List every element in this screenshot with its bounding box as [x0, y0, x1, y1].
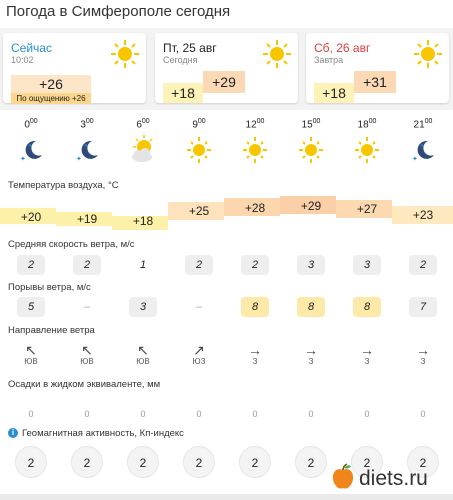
gust-value: 8 [241, 297, 269, 317]
temp-value: +20 [20, 210, 42, 224]
card-today-sub: Сегодня [163, 55, 198, 65]
hour-col: $6^{00}$ [136, 118, 150, 131]
wind-value: 2 [17, 255, 45, 275]
wind-value: 2 [241, 255, 269, 275]
kp-index: 2 [183, 446, 215, 478]
today-max-temp: +29 [203, 71, 245, 93]
precip-value: 0 [84, 409, 90, 419]
temp-value: +29 [300, 199, 322, 213]
sun-icon [342, 135, 392, 165]
tomorrow-min-temp: +18 [314, 83, 354, 103]
hour-col: $12^{00}$ [245, 118, 265, 131]
sun-icon [262, 39, 292, 74]
gust-value: 7 [409, 297, 437, 317]
wind-direction: → З [291, 343, 331, 366]
wind-value: 2 [73, 255, 101, 275]
wind-direction: → З [347, 343, 387, 366]
bottom-bar [0, 494, 453, 500]
svg-text:✦: ✦ [20, 155, 26, 163]
moon-stars-icon [398, 135, 448, 165]
wind-value: 1 [139, 259, 147, 271]
wind-value: 3 [297, 255, 325, 275]
watermark-logo [331, 463, 453, 495]
hour-col: $15^{00}$ [301, 118, 321, 131]
sun-icon [413, 39, 443, 74]
kp-index: 2 [351, 446, 383, 478]
kp-index: 2 [127, 446, 159, 478]
card-tomorrow-title: Сб, 26 авг [314, 41, 371, 55]
precip-value: 0 [28, 409, 34, 419]
wind-value: 2 [185, 255, 213, 275]
temperature-band [0, 196, 453, 236]
sun-cloud-icon [118, 135, 168, 165]
feels-like: По ощущению +26 [11, 93, 91, 104]
moon-stars-icon [62, 135, 112, 165]
precip-value: 0 [196, 409, 202, 419]
sun-icon [174, 135, 224, 165]
card-tomorrow-sub: Завтра [314, 55, 344, 65]
svg-text:✦: ✦ [420, 143, 425, 149]
precip-value: 0 [420, 409, 426, 419]
kp-index: 2 [15, 446, 47, 478]
sun-icon [110, 39, 140, 74]
precip-value: 0 [308, 409, 314, 419]
geo-section-label: Геомагнитная активность, Кп-индекс [22, 428, 184, 439]
gust-value: 8 [353, 297, 381, 317]
svg-text:✦: ✦ [84, 143, 89, 149]
arrow-icon: → [248, 342, 262, 358]
arrow-icon: ↖ [81, 342, 93, 358]
kp-index: 2 [71, 446, 103, 478]
gust-value: 3 [129, 297, 157, 317]
precip-value: 0 [252, 409, 258, 419]
precip-value: 0 [140, 409, 146, 419]
gust-value: 8 [297, 297, 325, 317]
gusts-section-label: Порывы ветра, м/с [8, 282, 91, 293]
kp-index: 2 [407, 446, 439, 478]
page-title: Погода в Симферополе сегодня [6, 3, 231, 20]
arrow-icon: → [360, 342, 374, 358]
sun-icon [286, 135, 336, 165]
arrow-icon: ↖ [137, 342, 149, 358]
tomorrow-max-temp: +31 [354, 71, 396, 93]
hour-col: $18^{00}$ [357, 118, 377, 131]
apple-icon [331, 463, 355, 496]
arrow-icon: ↖ [25, 342, 37, 358]
info-icon[interactable]: i [8, 428, 18, 438]
hour-col: $9^{00}$ [192, 118, 206, 131]
hour-col: $0^{00}$ [24, 118, 38, 131]
wind-direction: ↗ ЮЗ [179, 343, 219, 366]
forecast-cards [0, 28, 453, 110]
precip-section-label: Осадки в жидком эквиваленте, мм [8, 379, 161, 390]
wind-direction: → З [235, 343, 275, 366]
svg-text:✦: ✦ [412, 155, 418, 163]
card-now-time: 10:02 [11, 55, 34, 65]
svg-text:✦: ✦ [76, 155, 82, 163]
temp-value: +28 [244, 201, 266, 215]
kp-index: 2 [239, 446, 271, 478]
wind-direction: ↖ ЮВ [67, 343, 107, 366]
card-now-title: Сейчас [11, 41, 52, 55]
temp-value: +27 [356, 202, 378, 216]
card-today-title: Пт, 25 авг [163, 41, 217, 55]
wind-value: 3 [353, 255, 381, 275]
today-min-temp: +18 [163, 83, 203, 103]
temp-value: +18 [132, 214, 154, 228]
kp-index: 2 [295, 446, 327, 478]
sun-icon [230, 135, 280, 165]
gust-value: – [195, 301, 203, 313]
precip-value: 0 [364, 409, 370, 419]
direction-section-label: Направление ветра [8, 325, 95, 336]
temp-value: +19 [76, 212, 98, 226]
svg-text:✦: ✦ [28, 143, 33, 149]
arrow-icon: → [416, 342, 430, 358]
moon-stars-icon [6, 135, 56, 165]
watermark-text: diets.ru [359, 467, 428, 490]
current-temp: +26 [11, 75, 91, 93]
wind-direction: ↖ ЮВ [11, 343, 51, 366]
temp-value: +23 [412, 208, 434, 222]
card-now[interactable] [3, 33, 146, 103]
temp-section-label: Температура воздуха, °C [8, 180, 119, 191]
gust-value: – [83, 301, 91, 313]
arrow-icon: ↗ [193, 342, 205, 358]
card-tomorrow[interactable] [306, 33, 449, 103]
card-today[interactable] [155, 33, 298, 103]
gust-value: 5 [17, 297, 45, 317]
hour-col: $21^{00}$ [413, 118, 433, 131]
hour-col: $3^{00}$ [80, 118, 94, 131]
wind-direction: ↖ ЮВ [123, 343, 163, 366]
wind-value: 2 [409, 255, 437, 275]
temp-value: +25 [188, 204, 210, 218]
wind-section-label: Средняя скорость ветра, м/с [8, 239, 135, 250]
arrow-icon: → [304, 342, 318, 358]
wind-direction: → З [403, 343, 443, 366]
